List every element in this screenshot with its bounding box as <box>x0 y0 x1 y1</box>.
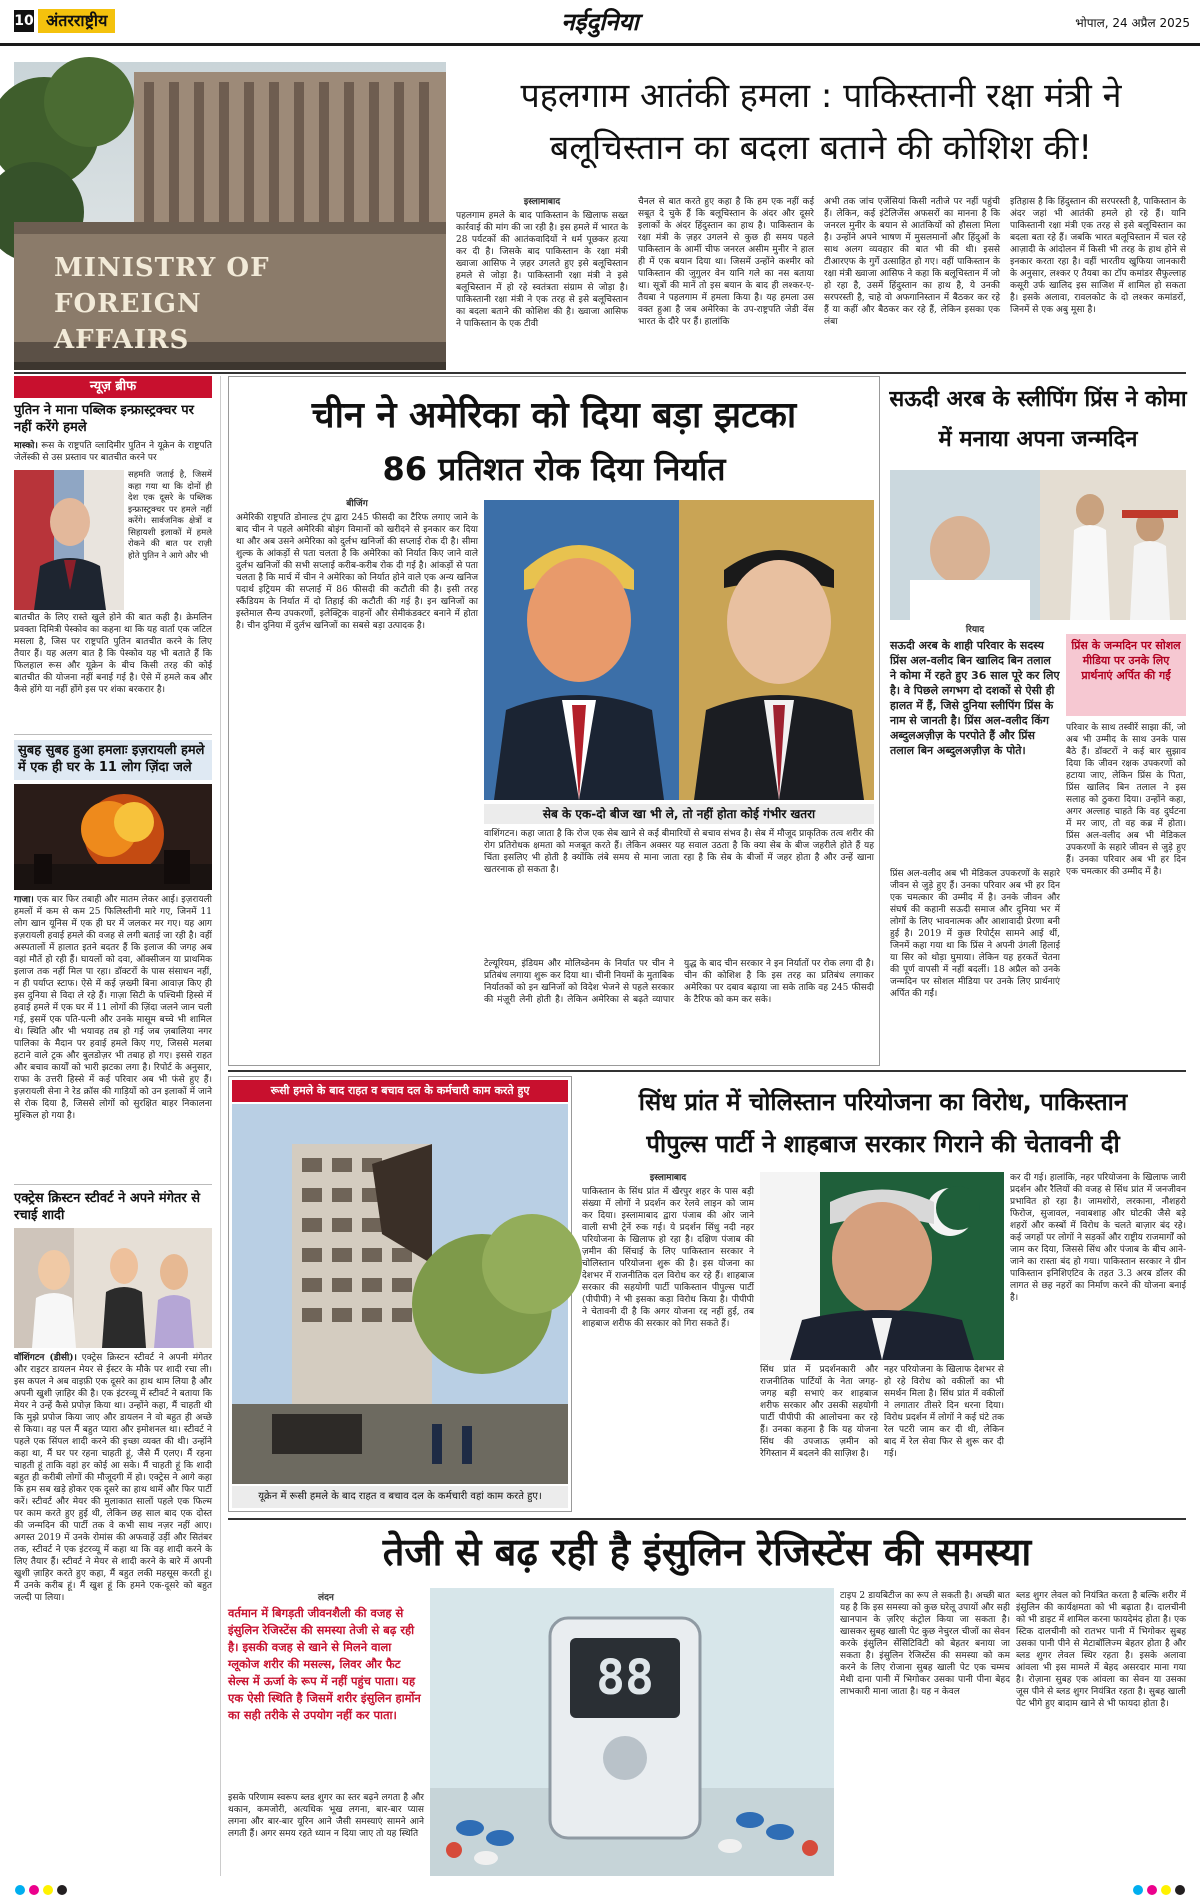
stewart-dateline: वॉशिंगटन (डीसी)। <box>14 1353 77 1363</box>
edition-date: भोपाल, 24 अप्रैल 2025 <box>1075 16 1190 30</box>
stewart-text <box>14 1352 212 1876</box>
insulin-text-2: टाइप 2 डायबिटीज का रूप ले सकती है। अच्छी बात यह है कि इस समस्या को कुछ घरेलू उपायों और सही खानपान के ज़रिए कंट्रोल किया जा सकता है। खासकर सुबह खाली पेट कुछ नेचुरल चीजों का सेवन करके इंसुलिन सेंसिटिविटी को बेहतर बनाया जा सकता है। इंसुलिन रेजिस्टेंस की समस्या को कम करने के लिए रोजाना सुबह खाली पेट एक चम्मच मेथी दाना पानी में भिगोकर उसका पानी पीना बेहद लाभकारी माना जाता है। यह न केवल <box>840 1591 1010 1697</box>
lead-column-2 <box>638 196 814 368</box>
saudi-dateline: रियाद <box>965 625 985 635</box>
shahbaz-sharif-photo <box>760 1172 1004 1360</box>
section-label: अंतरराष्ट्रीय <box>38 9 115 33</box>
insulin-dateline: लंदन <box>318 1593 334 1603</box>
putin-dateline: मास्को। <box>14 441 38 451</box>
glucometer-photo <box>430 1588 834 1876</box>
gaza-dateline: गाजा। <box>14 895 34 905</box>
apple-seed-text: वाशिंगटन। कहा जाता है कि रोज एक सेब खाने से कई बीमारियों से बचाव संभव है। सेब में मौजूद प्राकृतिक तत्व शरीर की रोग प्रतिरोधक क्षमता को मजबूत करते हैं। लेकिन अक्सर यह सवाल उठता है कि क्या सेब के बीज जहरीले होते हैं यह चिंता इसलिए भी होती है क्योंकि लंबे समय से माना जाता रहा है कि सेब के बीजों में जहर होता है और उन्हें खाना खतरनाक हो सकता है। <box>484 829 874 875</box>
divider <box>14 1184 212 1185</box>
lead-column-4 <box>1010 196 1186 368</box>
sindh-text <box>582 1172 754 1512</box>
saudi-text-2: परिवार के साथ तस्वीरें साझा कीं, जो अब भी उम्मीद के साथ उनके पास बैठे हैं। डॉक्टरों ने कई बार सुझाव दिया कि जीवन रक्षक उपकरणों को हटाया जाए, लेकिन प्रिंस के पिता, प्रिंस खालिद बिन तलाल ने इस सलाह को ठुकरा दिया। उन्होंने कहा, अगर अल्लाह चाहते कि वह दुर्घटना में मर जाए, तो वह कब्र में होता। प्रिंस अल-वलीद अब भी मेडिकल उपकरणों के सहारे जीवन से जुड़े हुए हैं। उनका परिवार अब भी हर दिन एक चमत्कार की उम्मीद में है। <box>1066 723 1186 877</box>
sindh-text-4: कर दी गई। हालांकि, नहर परियोजना के खिलाफ जारी प्रदर्शन और रैलियों की वजह से सिंध प्रांत में जनजीवन प्रभावित हो रहा है। जामशोरो, लरकाना, नौशहरो फिरोज, सुजावल, नवाबशाह और घोटकी जैसे बड़े शहरों और कस्बों में विरोध के चलते बाज़ार बंद रहे। कई जगहों पर लोगों ने सड़कों और राष्ट्रीय राजमार्गों को जाम कर दिया, जिससे सिंध और पंजाब के बीच आने-जाने का रास्ता बंद हो गया। पाकिस्तान सरकार ने ग्रीन पाकिस्तान इनिशिएटिव के तहत 3.3 अरब डॉलर की लागत से छह नहरों का निर्माण करने की योजना बनाई है। <box>1010 1173 1186 1303</box>
sindh-headline-line2: पीपुल्स पार्टी ने शाहबाज सरकार गिराने की चेतावनी दी <box>646 1130 1120 1158</box>
news-brief-tab: न्यूज़ ब्रीफ <box>14 376 212 398</box>
meter-reading: 88 <box>596 1650 654 1706</box>
trump-xi-photo <box>484 500 874 800</box>
lead-column-3 <box>824 196 1000 368</box>
china-headline-line1: चीन ने अमेरिका को दिया बड़ा झटका <box>311 395 797 436</box>
divider <box>14 734 212 735</box>
putin-photo <box>14 470 124 610</box>
lead-column-1 <box>456 196 628 368</box>
putin-intro: रूस के राष्ट्रपति व्लादिमीर पुतिन ने यूक्रेन के राष्ट्रपति जेलेंस्की से उस प्रस्ताव पर बातचीत करने पर <box>14 441 212 463</box>
china-body: अमेरिकी राष्ट्रपति डोनाल्ड ट्रंप द्वारा 245 फीसदी का टैरिफ लगाए जाने के बाद चीन ने पहले अमेरिकी बोइंग विमानों को खरीदने से इनकार कर दिया था और अब उसने अमेरिका को दुर्लभ खनिजों की सप्लाई रोक दी है। सीमा शुल्क के आंकड़ों से पता चलता है कि अमेरिका को निर्यात किए जाने वाले दुर्लभ खनिजों की सभी सप्लाई करीब-करीब रोक दी गई है। आंकड़ों से पता चलता है कि मार्च में चीन ने अमेरिका को निर्यात होने वाले एक अन्य खनिज पदार्थ इट्रियम की सप्लाई में 86 फीसदी की कटौती की है। इसी तरह स्कैंडियम के निर्यात में दो तिहाई की कटौती की गई है। इन खनिजों का इस्तेमाल सैन्य उपकरणों, इलेक्ट्रिक वाहनों और सेमीकंडक्टर बनाने में होता है। चीन दुनिया में दुर्लभ खनिजों का सबसे बड़ा उत्पादक है। <box>236 513 478 631</box>
gaza-text <box>14 894 212 1180</box>
lead-column-4-text: इतिहास है कि हिंदुस्तान की सरपरस्ती है, पाकिस्तान के अंदर जहां भी आतंकी हमले हो रहे हैं। यानि पाकिस्तानी रक्षा मंत्री एक तरह से इसे बलूचिस्तान का बदला बता रहे हैं। जबकि भारत बलूचिस्तान में चल रहे आज़ादी के आंदोलन में किसी भी तरह के हाथ होने से इनकार करता रहा है। वहीं भारतीय खुफिया जानकारी के अनुसार, लश्कर ए तैयबा का टॉप कमांडर सैफुल्लाह कसूरी उर्फ खालिद इस साजिश में शामिल हो सकता है। इसके अलावा, रावलकोट के दो लश्कर कमांडरों, जिनमें से एक अबु मूसा है। <box>1010 197 1186 315</box>
ukraine-building-photo <box>232 1104 568 1484</box>
lead-column-1-text: पहलगाम हमले के बाद पाकिस्तान के खिलाफ सख्त कार्रवाई की मांग की जा रही है। इस हमले में भारत के 28 पर्यटकों की आतंकवादियों ने धर्म पूछकर हत्या कर दी है। जिसके बाद पाकिस्तान के रक्षा मंत्री ख्वाजा आसिफ ने ज़हर उगलते हुए इसे बलूचिस्तान हमले से जोड़ा है। पाकिस्तानी रक्षा मंत्री ने इसे बलूचिस्तान में हो रहे स्वतंत्रता संग्राम से जोड़ा है। पाकिस्तानी रक्षा मंत्री ने एक तरह से इसे बलूचिस्तान का बदला बताने की कोशिश की है। ख्वाजा आसिफ ने पाकिस्तान के एक टीवी <box>456 211 628 329</box>
lead-column-3-text: अभी तक जांच एजेंसियां किसी नतीजे पर नहीं पहुंची हैं। लेकिन, कई इंटेलिजेंस अफसरों का मानना है कि जनरल मुनीर के बयान से आतंकियों को हौसला मिला है। उन्होंने अपने भाषण में मुसलमानों और हिंदुओं के साथ अलग व्यवहार की बात भी की थी। इससे टीआरएफ के गुर्गे उत्साहित हो गए। वहीं पाकिस्तान के रक्षा मंत्री ख्वाजा आसिफ ने कहा कि बलूचिस्तान में जो हो रहा है, उसमें हिंदुस्तान का हाथ है, ये उनकी सरपरस्ती है, चाहे वो अफगानिस्तान में बैठकर कर रहे हैं या कहीं और बैठकर कर रहे हैं, लेकिन इसका एक लंबा <box>824 197 1000 327</box>
gaza-body: एक बार फिर तबाही और मातम लेकर आई। इज़रायली हमलों में कम से कम 25 फिलिस्तीनी मारे गए, जिनमें 11 लोग खान यूनिस में एक ही घर में जलकर मर गए। यह आग इज़रायली हवाई हमले की वजह से लगी बताई जा रही है। वहीं अस्पतालों में हालात इतने बदतर हैं कि इलाज की जगह अब वहां मौतें हो रही हैं। घायलों को दवा, ऑक्सीजन या प्राथमिक इलाज तक नहीं मिल पा रहा। डॉक्टरों के पास संसाधन नहीं, न ही पर्याप्त स्टाफ। ऐसे में कई ज़ख्मी बिना आवाज़ किए ही इस दुनिया से विदा ले रहे हैं। गाज़ा सिटी के पश्चिमी हिस्से में हवाई हमले में एक घर में 11 लोगों की ज़िंदा जलने जान चली गई, इसमें एक पति-पत्नी और उनके मासूम बच्चे भी शामिल थे। स्थिति और भी भयावह तब हो गई जब ज़बालिया नगर पालिका के मैदान पर हवाई हमले किए गए, जिससे मलबा हटाने वाले ट्रक और बुलडोज़र भी तबाह हो गए। इससे राहत और बचाव कार्यों को भारी झटका लगा है। रिपोर्ट के अनुसार, राफा के उत्तरी हिस्से में कई परिवार अब भी फंसे हुए हैं। इज़रायली सेना ने रेड क्रॉस की गाड़ियों को उन इलाकों में जाने से रोक दिया है, जिससे लोगों को सुरक्षित बाहर निकालना मुश्किल हो गया है। <box>14 895 212 1121</box>
saudi-headline: सऊदी अरब के स्लीपिंग प्रिंस ने कोमा में मनाया अपना जन्मदिन <box>889 387 1187 452</box>
gaza-explosion-photo <box>14 784 212 890</box>
divider <box>228 1070 1186 1072</box>
lead-dateline: इस्लामाबाद <box>523 197 561 207</box>
putin-headline: पुतिन ने माना पब्लिक इन्फ्रास्ट्रक्चर पर नहीं करेंगे हमले <box>14 403 194 435</box>
saudi-highlight-box: प्रिंस के जन्मदिन पर सोशल मीडिया पर उनके लिए प्रार्थनाएं अर्पित की गईं <box>1066 634 1186 716</box>
sindh-text-2: सिंध प्रांत में प्रदर्शनकारी और राजनीतिक पार्टियों के नेता जगह-जगह बड़ी सभाएं कर शाहबाज शरीफ सरकार और उसकी सहयोगी पार्टी पीपीपी की आलोचना कर रहे हैं। उनका कहना है कि यह योजना सिंध की उपजाऊ ज़मीन को रेगिस्तान में बदलने की साज़िश है। <box>760 1365 878 1459</box>
lead-headline: पहलगाम आतंकी हमला : पाकिस्तानी रक्षा मंत्री ने बलूचिस्तान का बदला बताने की कोशिश की! <box>520 76 1122 168</box>
saudi-lead <box>890 624 1060 864</box>
column-divider <box>220 376 221 1876</box>
gaza-headline-box <box>14 740 212 780</box>
saudi-text: प्रिंस अल-वलीद अब भी मेडिकल उपकरणों के सहारे जीवन से जुड़े हुए हैं। उनका परिवार अब भी हर दिन एक चमत्कार की उम्मीद में है। उनके जीवन और संघर्ष की कहानी सऊदी समाज और दुनिया भर में लोगों के लिए भावनात्मक और आशावादी प्रेरणा बनी हुई है। 2019 में कुछ रिपोर्ट्स सामने आई थीं, जिनमें कहा गया था कि प्रिंस ने अपनी उंगली हिलाई या सिर को थोड़ा घुमाया। लेकिन यह हरकतें चेतना की पूर्ण वापसी में नहीं बदलीं। 18 अप्रैल को उनके जन्मदिन पर सोशल मीडिया पर उनके लिए प्रार्थनाएं अर्पित की गईं। <box>890 869 1060 999</box>
stewart-body: एक्ट्रेस क्रिस्टन स्टीवर्ट ने अपनी मंगेतर और राइटर डायलन मेयर से ईस्टर के मौके पर शादी रचा ली। इस कपल ने अब वाइफ़ी एक दूसरे का हाथ थाम लिया है और अपनी खुशी ज़ाहिर की है। एक इंटरव्यू में स्टीवर्ट ने बताया कि मेयर ने उन्हें कैसे प्रपोज़ किया था। उन्होंने कहा, मैं चाहती थी कि मुझे प्रपोज किया जाए और डायलन ने वो बहुत ही अच्छे से किया। वह पल मैं बहुत प्यारा और इमोशनल था। स्टीवर्ट ने पहले एक सिंपल शादी करने की इच्छा व्यक्त की थी। उन्होंने कहा था, मैं घर पर रहना चाहती हूं, जैसे मैं एलए। मैं रहना चाहती हूं ताकि वहां हर कोई आ सके। मैं चाहती हूं कि शादी बहुत ही करीबी लोगों की मौजूदगी में हो। एक्ट्रेस ने आगे कहा कि हम सब खड़े होकर एक दूसरे का हाथ थामें और फिर पार्टी करें। स्टीवर्ट और मेयर की मुलाकात सालों पहले एक फिल्म पर काम करते हुए हुई थी, लेकिन छह साल बाद एक दोस्त की जन्मदिन की पार्टी तक वे कभी साथ नज़र नहीं आए। अगस्त 2019 में उनके रोमांस की अफवाहें उड़ीं और सितंबर तक, स्टीवर्ट ने एक इंटरव्यू में कहा था कि वह शादी करने के लिए तैयार हैं। स्टीवर्ट ने मेयर से शादी करने के बारे में अपनी खुशी ज़ाहिर करते हुए कहा, मैं बहुत लकी महसूस करती हूं। मैं उनके करीब हूं। मैं खुश हूं कि हमने एक-दूसरे को बहुत जल्दी पा लिया। <box>14 1353 212 1603</box>
insulin-text-3: ब्लड शुगर लेवल को नियंत्रित करता है बल्कि शरीर में इंसुलिन की कार्यक्षमता को भी बढ़ाता है। दालचीनी को भी डाइट में शामिल करना फायदेमंद होता है। एक स्टिक दालचीनी को रातभर पानी में भिगोकर सुबह उसका पानी पीने से मेटाबॉलिज्म बेहतर होता है और ब्लड शुगर लेवल स्थिर रहता है। इसके अलावा आंवला भी इस मामले में बेहद असरदार माना गया है। रोज़ाना सुबह एक आंवला का सेवन या उसका जूस पीने से ब्लड शुगर नियंत्रित रहता है। सुबह खाली पेट भीगे हुए बादाम खाने से भी फायदा होता है। <box>1016 1591 1186 1709</box>
page-number: 10 <box>14 10 34 32</box>
masthead <box>0 0 1200 46</box>
china-headline-line2: 86 प्रतिशत रोक दिया निर्यात <box>382 450 726 488</box>
insulin-text: इसके परिणाम स्वरूप ब्लड शुगर का स्तर बढ़ने लगता है और थकान, कमजोरी, अत्यधिक भूख लगना, बार-बार प्यास लगना और बार-बार यूरिन आने जैसी समस्याएं सामने आने लगती हैं। अगर समय रहते ध्यान न दिया जाए तो यह स्थिति <box>228 1793 424 1839</box>
sindh-headline-line1: सिंध प्रांत में चोलिस्तान परियोजना का विरोध, पाकिस्तान <box>638 1088 1128 1116</box>
stewart-wedding-photo <box>14 1228 212 1348</box>
lead-column-2-text: चैनल से बात करते हुए कहा है कि हम एक नहीं कई सबूत दे चुके हैं कि बलूचिस्तान के अंदर और दूसरे इलाकों के अंदर हिंदुस्तान का हाथ है। पाकिस्तान के रक्षा मंत्री के ज़हर उगलने से कुछ ही समय पहले पाकिस्तान के आर्मी चीफ जनरल असीम मुनीर ने हाल ही में एक बयान दिया था। जिसमें उन्होंने कश्मीर को पाकिस्तान की जुगुलर वेन यानि गले का नस बताया था। सूत्रों की मानें तो इस बयान के बाद ही लश्कर-ए-तैयबा ने पहलगाम में हमला किया है। यह हमला उस वक्त हुआ है जब अमेरिका के उप-राष्ट्रपति जेडी वेंस भारत के दौरे पर हैं। हालांकि <box>638 197 814 327</box>
saudi-lead-text: सऊदी अरब के शाही परिवार के सदस्य प्रिंस अल-वलीद बिन खालिद बिन तलाल ने कोमा में रहते हुए 36 साल पूरे कर लिए है। वे पिछले लगभग दो दशकों से ऐसी ही हालत में हैं, जिसे दुनिया स्लीपिंग प्रिंस के नाम से जानती है। प्रिंस अल-वलीद किंग अब्दुलअज़ीज़ के परपोते हैं और प्रिंस तलाल बिन अब्दुलअज़ीज़ के पोते। <box>890 639 1060 757</box>
stewart-headline: एक्ट्रेस क्रिस्टन स्टीवर्ट ने अपने मंगेतर से रचाई शादी <box>14 1191 201 1223</box>
apple-seed-caption: सेब के एक-दो बीज खा भी ले, तो नहीं होता कोई गंभीर खतरा <box>484 804 874 824</box>
divider <box>14 372 1186 374</box>
sindh-text-3: नहर परियोजना के खिलाफ देशभर से हो रहे विरोध को वकीलों का भी समर्थन मिला है। सिंध प्रांत में वकीलों ने लगातार तीसरे दिन धरना दिया। विरोध प्रदर्शन में लोगों ने कई घंटे तक रेल पटरी जाम कर दी थी, लेकिन बाद में रेल सेवा फिर से शुरू कर दी गई। <box>884 1365 1004 1459</box>
sleeping-prince-photo <box>890 470 1186 620</box>
insulin-headline: तेजी से बढ़ रही है इंसुलिन रेजिस्टेंस की समस्या <box>382 1530 1032 1574</box>
insulin-lead-box <box>228 1590 424 1750</box>
gaza-headline: सुबह सुबह हुआ हमलाः इज़रायली हमले में एक ही घर के 11 लोग ज़िंदा जले <box>18 743 205 775</box>
china-dateline: बीजिंग <box>346 499 368 509</box>
ministry-sign-text: MINISTRY OF FOREIGN AFFAIRS <box>54 253 270 355</box>
sindh-dateline: इस्लामाबाद <box>649 1173 687 1183</box>
sindh-body: पाकिस्तान के सिंध प्रांत में खैरपुर शहर के पास बड़ी संख्या में लोगों ने प्रदर्शन कर रेलवे लाइन को जाम कर दिया। इस्लामाबाद द्वारा पंजाब की ओर जाने वाली सभी ट्रेनें रुक गई। ये प्रदर्शन सिंधु नदी नहर परियोजना के खिलाफ हो रहा है। दक्षिण पंजाब की ज़मीन की सिंचाई के लिए पाकिस्तान सरकार ने चोलिस्तान परियोजना शुरू की है। इस योजना का देशभर में राजनीतिक दल विरोध कर रहे हैं। शाहबाज सरकार की सहयोगी पार्टी पाकिस्तान पीपुल्स पार्टी (पीपीपी) ने भी इसका कड़ा विरोध किया है। पीपीपी ने चेतावनी दी है कि अगर योजना रद्द नहीं हुई, तब शाहबाज शरीफ की सरकार को गिरा सकते हैं। <box>582 1187 754 1329</box>
divider <box>228 1518 1186 1520</box>
putin-text-top <box>14 440 212 466</box>
newspaper-logo: नईदुनिया <box>561 7 639 36</box>
foreign-ministry-photo <box>14 62 446 370</box>
russia-photo-tag: रूसी हमले के बाद राहत व बचाव दल के कर्मचारी काम करते हुए <box>232 1080 568 1102</box>
print-registration-dots <box>0 1880 1200 1900</box>
russia-photo-caption: यूक्रेन में रूसी हमले के बाद राहत व बचाव दल के कर्मचारी वहां काम करते हुए। <box>232 1486 568 1508</box>
china-bottom-text: टेल्यूरियम, इंडियम और मोलिब्डेनम के निर्यात पर चीन ने प्रतिबंध लगाया शुरू कर दिया था। चीनी नियमों के मुताबिक निर्यातकों को इन खनिजों को विदेश भेजने से पहले सरकार की मंज़ूरी लेनी होती है। लेकिन अमेरिका से बढ़ते व्यापार युद्ध के बाद चीन सरकार ने इन निर्यातों पर रोक लगा दी है। चीन की कोशिश है कि इस तरह का प्रतिबंध लगाकर अमेरिका पर दबाव बढ़ाया जा सके ताकि वह 245 फीसदी के टैरिफ को कम कर सके। <box>484 959 874 1005</box>
putin-text-side: सहमति जताई है, जिसमें कहा गया था कि दोनों ही देश एक दूसरे के पब्लिक इन्फ्रास्ट्रक्चर पर हमले नहीं करेंगे। सार्वजनिक क्षेत्रों व सिहायशी इलाकों में हमले रोकने की बात पर राज़ी होते पुतिन ने आगे और भी <box>128 470 212 561</box>
china-text <box>236 498 478 1054</box>
putin-text-bottom: बातचीत के लिए रास्ते खुले होने की बात कही है। क्रेमलिन प्रवक्ता दिमित्री पेस्कोव का कहना था कि यह वार्ता एक जटिल मसला है, जिस पर राष्ट्रपति पुतिन बातचीत करने के लिए तैयार हैं। यह अलग बात है कि पेस्कोव यह भी बताते हैं कि फिलहाल रूस और यूक्रेन के बीच किसी तरह की कोई बातचीत की योजना नहीं बनाई गई है। ऐसे में हमले कब और कैसे होंगे या नहीं होंगे इस पर शंका बरकरार है। <box>14 613 212 695</box>
insulin-lead: वर्तमान में बिगड़ती जीवनशैली की वजह से इंसुलिन रेजिस्टेंस की समस्या तेजी से बढ़ रही है। इसकी वजह से खाने से मिलने वाला ग्लूकोज शरीर की मसल्स, लिवर और फैट सेल्स में ऊर्जा के रूप में नहीं पहुंच पाता। यह एक ऐसी स्थिति है जिसमें शरीर इंसुलिन हार्मोन का सही तरीके से उपयोग नहीं कर पाता। <box>228 1606 421 1722</box>
